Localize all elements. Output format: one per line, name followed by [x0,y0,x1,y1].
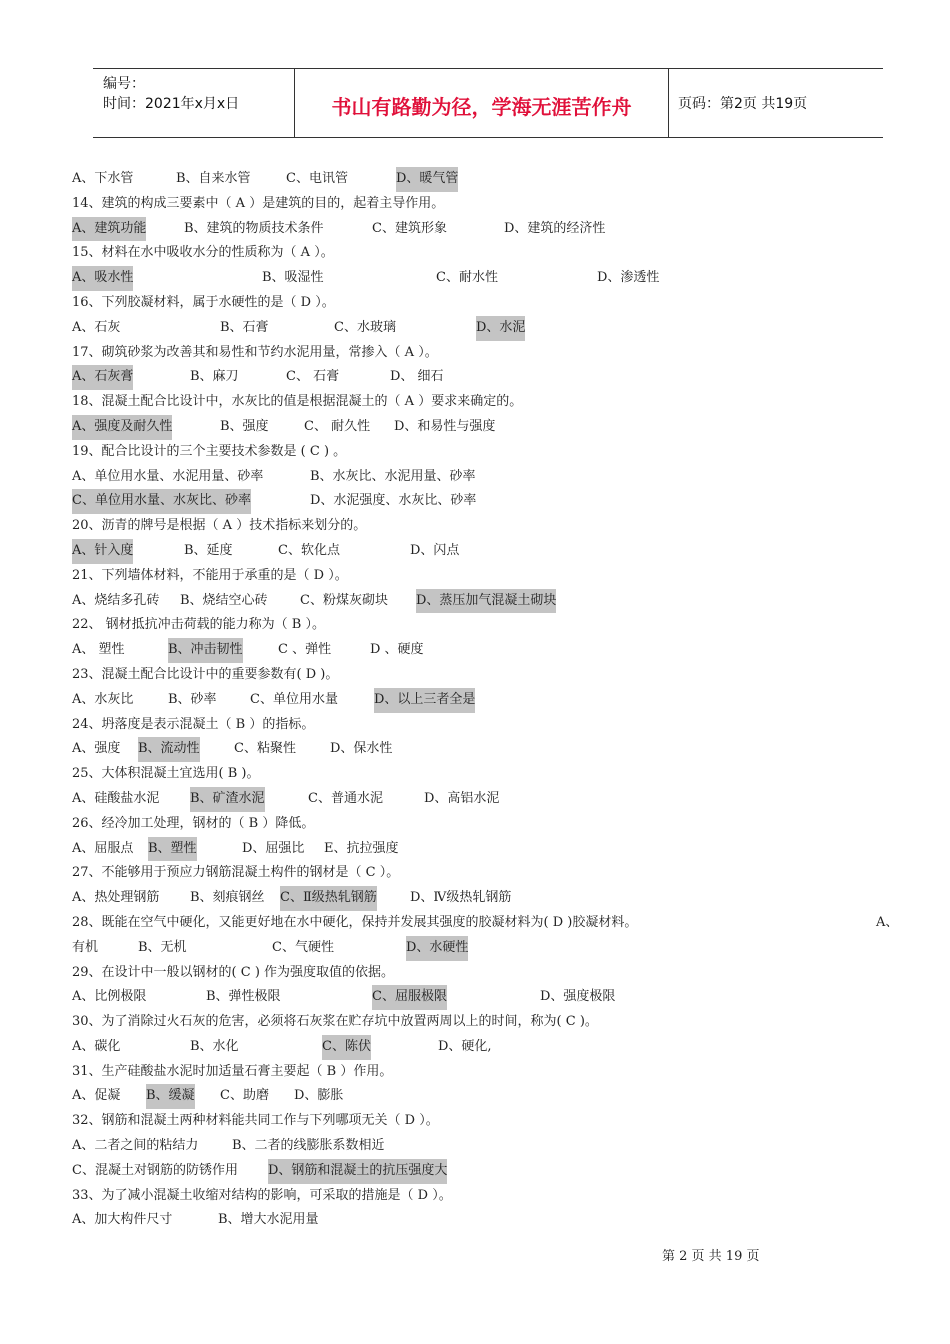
text-segment: D、渗透性 [597,270,660,286]
text-segment: B、吸湿性 [262,270,324,286]
text-segment: A、硅酸盐水泥 [72,790,160,806]
text-line [72,861,902,886]
answer-highlight: C、陈伏 [322,1035,371,1060]
answer-highlight: A、强度及耐久性 [72,415,172,440]
text-segment: 17、砌筑砂浆为改善其和易性和节约水泥用量，常掺入（ A ）。 [72,344,438,360]
answer-highlight: D、水泥 [476,316,525,341]
text-segment: 28、既能在空气中硬化，又能更好地在水中硬化，保持并发展其强度的胶凝材料为( D )胶凝材料。 [72,914,638,930]
text-segment: D、Ⅳ级热轧钢筋 [410,890,512,906]
answer-highlight: D、蒸压加气混凝土砌块 [416,589,556,614]
answer-highlight: B、流动性 [138,737,200,762]
text-segment: A、 [876,914,899,930]
text-line [72,440,902,465]
text-line [72,341,902,366]
header-meta-cell [93,69,294,137]
text-line [72,589,902,614]
text-line [72,663,902,688]
text-segment: 23、混凝土配合比设计中的重要参数有( D )。 [72,666,339,682]
answer-highlight: A、针入度 [72,539,133,564]
text-line [72,613,902,638]
text-segment: B、弹性极限 [206,989,281,1005]
text-segment: A、屈服点 [72,840,134,856]
text-segment: 25、大体积混凝土宜选用( B )。 [72,766,260,782]
text-line [72,1060,902,1085]
text-line [72,713,902,738]
text-segment: C、建筑形象 [372,220,447,236]
text-line [72,812,902,837]
text-segment: C、单位用水量 [250,691,338,707]
text-segment: A、 塑性 [72,642,125,658]
text-segment: 14、建筑的构成三要素中（ A ）是建筑的目的，起着主导作用。 [72,195,445,211]
answer-highlight: C、屈服极限 [372,985,447,1010]
text-segment: D、强度极限 [540,989,616,1005]
text-line [72,1084,902,1109]
text-line [72,911,902,936]
answer-highlight: C、Ⅱ级热轧钢筋 [280,886,377,911]
text-line [72,1109,902,1134]
answer-highlight: B、塑性 [148,837,197,862]
text-line [72,936,902,961]
text-segment: B、砂率 [168,691,217,707]
text-segment: C、 石膏 [286,369,340,385]
text-segment: C、普通水泥 [308,790,383,806]
text-line [72,465,902,490]
text-line [72,316,902,341]
text-line [72,1184,902,1209]
text-segment: C 、弹性 [278,642,332,658]
text-segment: D、高铝水泥 [424,790,500,806]
text-line [72,1010,902,1035]
text-line [72,415,902,440]
text-segment: A、促凝 [72,1088,121,1104]
text-segment: E、抗拉强度 [324,840,399,856]
text-line [72,539,902,564]
text-segment: 18、混凝土配合比设计中，水灰比的值是根据混凝土的（ A ）要求来确定的。 [72,394,523,410]
text-segment: A、水灰比 [72,691,134,707]
text-line [72,1134,902,1159]
page-code: 页码：第2页 共19页 [678,96,808,112]
text-line [72,217,902,242]
text-segment: B、麻刀 [190,369,239,385]
text-segment: A、石灰 [72,319,121,335]
text-segment: A、热处理钢筋 [72,890,160,906]
text-segment: C、气硬性 [272,939,334,955]
text-segment: C、电讯管 [286,171,348,186]
text-line [72,167,902,192]
answer-highlight: A、石灰膏 [72,365,133,390]
text-segment: C、 耐久性 [304,418,371,434]
text-segment: A、单位用水量、水泥用量、砂率 [72,468,264,484]
text-segment: 16、下列胶凝材料，属于水硬性的是（ D ）。 [72,294,335,310]
text-line [72,638,902,663]
answer-highlight: D、以上三者全是 [374,688,475,713]
text-line [72,266,902,291]
text-line [72,985,902,1010]
text-segment: 29、在设计中一般以钢材的( C ) 作为强度取值的依据。 [72,964,395,980]
text-segment: B、增大水泥用量 [218,1212,319,1228]
text-segment: D、和易性与强度 [394,418,496,434]
text-segment: C、混凝土对钢筋的防锈作用 [72,1162,238,1178]
page-footer: 第 2 页 共 19 页 [662,1249,760,1264]
text-segment: B、无机 [138,939,187,955]
text-line [72,291,902,316]
text-segment: C、粉煤灰砌块 [300,592,388,608]
text-segment: A、下水管 [72,171,134,186]
answer-highlight: D、暖气管 [396,167,458,192]
answer-highlight: D、水硬性 [406,936,468,961]
text-segment: 有机 [72,939,99,955]
text-line [72,192,902,217]
text-segment: B、延度 [184,542,233,558]
text-segment: C、水玻璃 [334,319,396,335]
text-segment: A、二者之间的粘结力 [72,1138,199,1154]
text-line [72,886,902,911]
header-page-cell [668,69,883,137]
answer-highlight: D、钢筋和混凝土的抗压强度大 [268,1159,447,1184]
text-segment: B、烧结空心砖 [180,592,268,608]
text-segment: D、闪点 [410,542,460,558]
text-line [72,961,902,986]
text-line [72,762,902,787]
text-segment: A、烧结多孔砖 [72,592,160,608]
text-segment: D、水泥强度、水灰比、砂率 [310,493,477,509]
text-line [72,489,902,514]
answer-highlight: C、单位用水量、水灰比、砂率 [72,489,251,514]
text-segment: B、强度 [220,418,269,434]
text-segment: D、硬化, [438,1038,492,1054]
answer-highlight: A、吸水性 [72,266,133,291]
text-segment: D、屈强比 [242,840,305,856]
question-list [72,167,902,1233]
text-segment: C、耐水性 [436,270,498,286]
text-segment: D、保水性 [330,741,393,757]
text-segment: A、加大构件尺寸 [72,1212,173,1228]
number-label: 编号： [103,76,145,92]
text-segment: 31、生产硅酸盐水泥时加适量石膏主要起（ B ）作用。 [72,1063,393,1079]
text-segment: 26、经冷加工处理，钢材的（ B ）降低。 [72,815,315,831]
text-segment: A、碳化 [72,1038,121,1054]
text-segment: 30、为了消除过火石灰的危害，必须将石灰浆在贮存坑中放置两周以上的时间，称为( C )。 [72,1014,598,1030]
text-segment: B、水灰比、水泥用量、砂率 [310,468,476,484]
text-segment: 21、下列墙体材料，不能用于承重的是（ D ）。 [72,567,348,583]
text-line [72,837,902,862]
text-segment: D、膨胀 [294,1088,344,1104]
text-line [72,787,902,812]
text-segment: 15、材料在水中吸收水分的性质称为（ A ）。 [72,245,334,261]
text-line [72,390,902,415]
text-line [72,365,902,390]
text-segment: 22、 钢材抵抗冲击荷载的能力称为（ B ）。 [72,617,325,633]
text-segment: 19、配合比设计的三个主要技术参数是 ( C ) 。 [72,443,347,459]
text-line [72,1208,902,1233]
text-segment: B、石膏 [220,319,269,335]
text-segment: A、强度 [72,741,121,757]
text-segment: 20、沥青的牌号是根据（ A ）技术指标来划分的。 [72,518,367,534]
text-segment: B、刻痕钢丝 [190,890,265,906]
text-segment: B、水化 [190,1038,239,1054]
text-segment: D、建筑的经济性 [504,220,606,236]
text-segment: B、建筑的物质技术条件 [184,220,324,236]
answer-highlight: B、缓凝 [146,1084,195,1109]
answer-highlight: B、冲击韧性 [168,638,243,663]
time-label: 时间：2021年x月x日 [103,96,240,112]
text-line [72,514,902,539]
text-segment: 32、钢筋和混凝土两种材料能共同工作与下列哪项无关（ D ）。 [72,1113,439,1129]
text-segment: C、粘聚性 [234,741,296,757]
text-segment: A、比例极限 [72,989,147,1005]
answer-highlight: B、矿渣水泥 [190,787,265,812]
text-line [72,564,902,589]
text-segment: D 、硬度 [370,642,424,658]
text-segment: C、软化点 [278,542,340,558]
answer-highlight: A、建筑功能 [72,217,146,242]
text-line [72,1035,902,1060]
motto-text: 书山有路勤为径，学海无涯苦作舟 [331,95,632,119]
text-segment: C、助磨 [220,1088,269,1104]
header-motto-cell [294,69,669,137]
text-segment: B、自来水管 [176,171,251,186]
text-line [72,241,902,266]
text-segment: B、二者的线膨胀系数相近 [232,1138,385,1154]
text-segment: 27、不能够用于预应力钢筋混凝土构件的钢材是（ C ）。 [72,865,400,881]
text-line [72,688,902,713]
text-line [72,737,902,762]
text-segment: 24、坍落度是表示混凝土（ B ）的指标。 [72,716,315,732]
text-line [72,1159,902,1184]
text-segment: 33、为了减小混凝土收缩对结构的影响，可采取的措施是（ D ）。 [72,1187,452,1203]
text-segment: D、 细石 [390,369,444,385]
page-header [93,68,883,138]
